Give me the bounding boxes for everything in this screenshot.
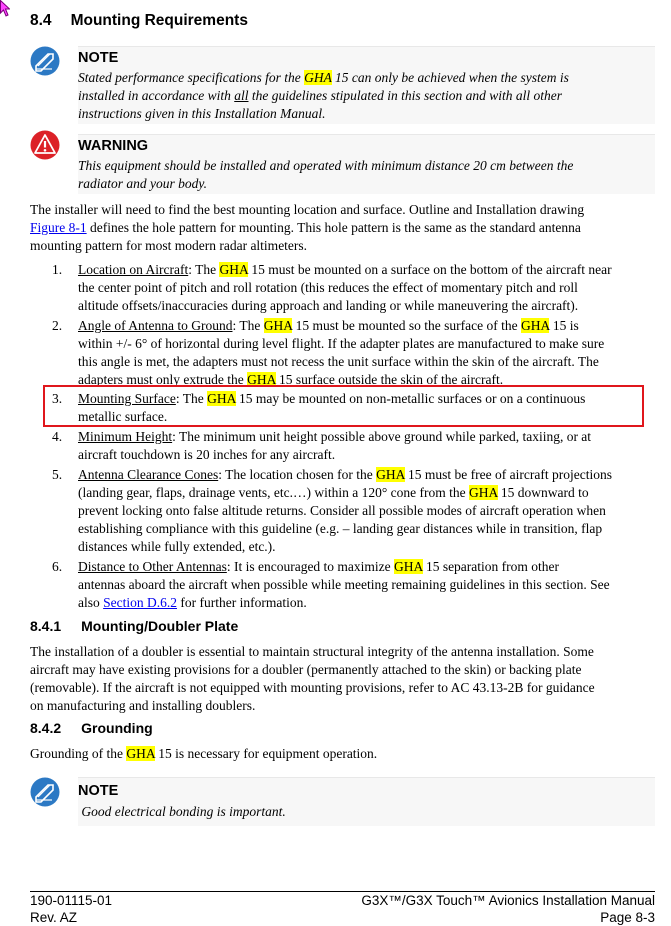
highlight-gha: GHA [263,318,293,333]
highlight-gha: GHA [126,746,155,761]
footer-doc-number: 190-01115-01 [30,893,113,908]
subsection-heading: 8.4.1 Mounting/Doubler Plate [30,618,239,634]
warning-label: WARNING [78,138,149,154]
note-label: NOTE [78,50,119,66]
note-text: Stated performance specifications for the GHA 15 can only be achieved when the system is installed in accordance with all the guidelines stipulated in this section and with all other instructions given in this Installation Manual. [78,70,569,121]
warning-text: This equipment should be installed and operated with minimum distance 20 cm between the radiator and your body. [78,158,574,191]
note-text: Good electrical bonding is important. [78,804,286,819]
highlight-gha: GHA [219,262,248,277]
footer-manual-title: G3X™/G3X Touch™ Avionics Installation Manual [361,893,655,908]
footer-page-number: Page 8-3 [600,910,655,925]
footer-rule [30,891,655,892]
highlight-gha: GHA [394,559,423,574]
grounding-paragraph: Grounding of the GHA 15 is necessary for equipment operation. [30,746,378,761]
highlight-gha: GHA [304,70,332,85]
warning-icon [30,130,60,160]
section-d-6-2-link[interactable]: Section D.6.2 [103,595,177,610]
annotation-highlight-box [43,385,644,427]
cursor-arrow-icon [0,0,10,18]
intro-paragraph: The installer will need to find the best mounting location and surface. Outline and Installation drawing Figure 8-1 defines the hole pattern for mounting. This hole pattern is the same as the standard antenna mounting pattern for most modern radar altimeters. [30,202,585,253]
footer-revision: Rev. AZ [30,910,78,925]
section-number: 8.4 [30,12,52,29]
section-heading [30,12,248,30]
doubler-paragraph: The installation of a doubler is essential to maintain structural integrity of the antenna installation. Some aircraft may have existing provisions for a doubler (permanently attached to the skin) or backing plate (removable). If the aircraft is not equipped with mounting provisions, refer to AC 43.13-2B for guidance on manufacturing and installing doublers. [30,644,595,713]
highlight-gha: GHA [376,467,405,482]
figure-8-1-link[interactable]: Figure 8-1 [30,220,87,235]
highlight-gha: GHA [468,485,498,500]
subsection-heading: 8.4.2 Grounding [30,720,153,736]
highlight-gha: GHA [247,372,276,387]
highlight-gha: GHA [520,318,550,333]
note-label: NOTE [78,783,119,799]
section-title: Mounting Requirements [70,12,248,29]
note-icon [30,777,60,807]
highlight-gha: GHA [207,391,236,406]
note-icon [30,46,60,76]
